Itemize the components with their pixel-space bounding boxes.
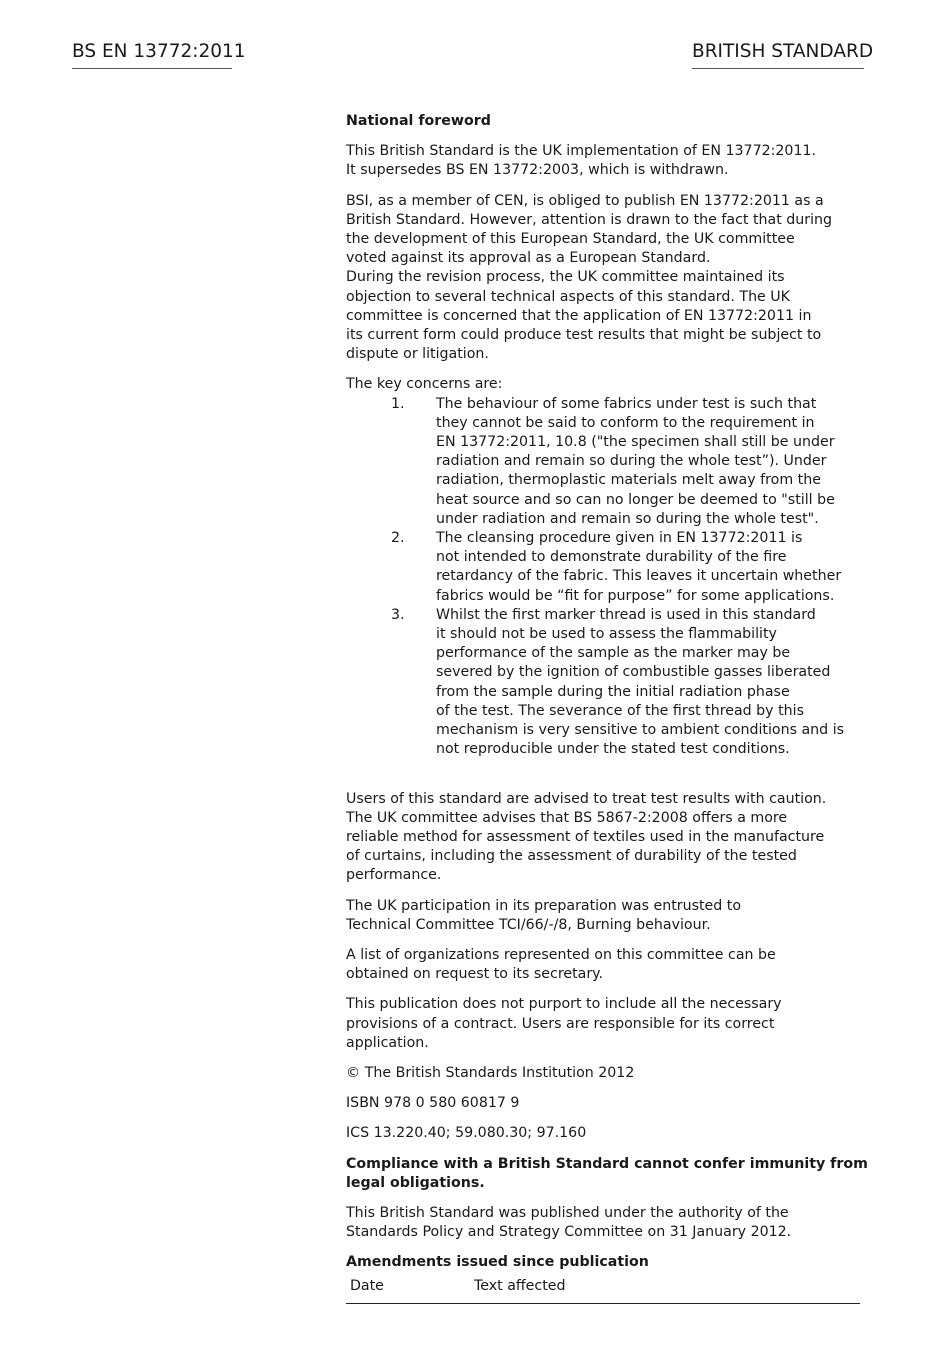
foreword-title: National foreword: [346, 113, 491, 129]
text-line: reliable method for assessment of textiles used in the manufacture: [346, 828, 825, 845]
amendments-table: [346, 1277, 860, 1304]
amendments-title: Amendments issued since publication: [346, 1254, 649, 1271]
text-line: radiation, thermoplastic materials melt away from the: [436, 472, 821, 489]
text-line: heat source and so can no longer be deemed to "still be: [436, 491, 835, 508]
concern-number: 1.: [391, 395, 405, 412]
text-line: This publication does not purport to include all the necessary: [346, 996, 782, 1013]
text-line: under radiation and remain so during the whole test".: [436, 510, 819, 527]
text-line: Compliance with a British Standard cannot confer immunity from: [346, 1155, 868, 1172]
key-concerns: [346, 375, 862, 778]
compliance-notice: [346, 1155, 868, 1193]
text-line: This British Standard was published under the authority of the: [346, 1204, 789, 1221]
text-line: The cleansing procedure given in EN 13772:2011 is: [436, 530, 803, 547]
text-line: fabrics would be “fit for purpose” for some applications.: [436, 587, 835, 604]
text-line: dispute or litigation.: [346, 346, 489, 363]
paragraph-organizations: [346, 946, 862, 984]
text-line: The UK participation in its preparation was entrusted to: [346, 897, 742, 914]
text-line: committee is concerned that the application of EN 13772:2011 in: [346, 307, 812, 324]
text-line: they cannot be said to conform to the requirement in: [436, 414, 815, 431]
column-header-date: Date: [350, 1277, 384, 1294]
header-document-type: BRITISH STANDARD: [692, 40, 864, 69]
text-line: BSI, as a member of CEN, is obliged to publish EN 13772:2011 as a: [346, 192, 824, 209]
text-line: radiation and remain so during the whole test”). Under: [436, 453, 827, 470]
text-line: its current form could produce test results that might be subject to: [346, 327, 822, 344]
isbn: ISBN 978 0 580 60817 9: [346, 1095, 520, 1112]
key-concerns-intro: The key concerns are:: [346, 376, 503, 393]
text-line: performance of the sample as the marker may be: [436, 645, 791, 662]
text-line: EN 13772:2011, 10.8 ("the specimen shall still be under: [436, 434, 835, 451]
text-line: not intended to demonstrate durability of the fire: [436, 549, 787, 566]
concern-item-2: [346, 529, 862, 606]
text-line: application.: [346, 1034, 429, 1051]
text-line: Technical Committee TCI/66/-/8, Burning behaviour.: [346, 916, 711, 933]
text-line: of curtains, including the assessment of durability of the tested: [346, 848, 797, 865]
text-line: legal obligations.: [346, 1174, 485, 1191]
text-line: retardancy of the fabric. This leaves it uncertain whether: [436, 568, 842, 585]
paragraph-participation: [346, 897, 862, 935]
paragraph-cen-obligation: [346, 192, 862, 365]
text-line: obtained on request to its secretary.: [346, 966, 604, 983]
concern-number: 2.: [391, 530, 405, 547]
text-line: Standards Policy and Strategy Committee on 31 January 2012.: [346, 1224, 792, 1241]
text-line: it should not be used to assess the flammability: [436, 626, 777, 643]
concern-item-1: [346, 395, 862, 529]
text-line: objection to several technical aspects of this standard. The UK: [346, 288, 790, 305]
text-line: mechanism is very sensitive to ambient conditions and is: [436, 722, 845, 739]
text-line: It supersedes BS EN 13772:2003, which is withdrawn.: [346, 162, 729, 179]
spacer: [346, 760, 862, 779]
text-line: the development of this European Standard, the UK committee: [346, 231, 795, 248]
copyright-notice: © The British Standards Institution 2012: [346, 1064, 635, 1081]
ics-codes: ICS 13.220.40; 59.080.30; 97.160: [346, 1125, 587, 1142]
text-line: severed by the ignition of combustible gasses liberated: [436, 664, 831, 681]
text-line: During the revision process, the UK committee maintained its: [346, 269, 785, 286]
text-line: of the test. The severance of the first thread by this: [436, 702, 804, 719]
text-line: performance.: [346, 867, 442, 884]
text-line: The behaviour of some fabrics under test is such that: [436, 395, 817, 412]
header-document-id: BS EN 13772:2011: [72, 40, 232, 69]
text-line: not reproducible under the stated test conditions.: [436, 741, 790, 758]
text-line: provisions of a contract. Users are responsible for its correct: [346, 1015, 775, 1032]
text-line: A list of organizations represented on this committee can be: [346, 946, 776, 963]
text-line: British Standard. However, attention is drawn to the fact that during: [346, 211, 833, 228]
concern-item-3: [346, 606, 862, 760]
publication-authority: [346, 1204, 862, 1242]
paragraph-implementation: [346, 142, 862, 180]
text-line: Whilst the first marker thread is used in this standard: [436, 606, 816, 623]
text-line: Users of this standard are advised to treat test results with caution.: [346, 790, 827, 807]
text-line: The UK committee advises that BS 5867-2:2008 offers a more: [346, 809, 788, 826]
text-line: This British Standard is the UK implementation of EN 13772:2011.: [346, 143, 817, 160]
column-header-text-affected: Text affected: [474, 1277, 566, 1294]
amendments-header-row: [346, 1277, 860, 1296]
amendments-section: [346, 1253, 862, 1303]
national-foreword: [346, 112, 868, 1304]
paragraph-caution: [346, 790, 862, 886]
text-line: from the sample during the initial radiation phase: [436, 683, 790, 700]
text-line: voted against its approval as a European Standard.: [346, 250, 711, 267]
concern-number: 3.: [391, 606, 405, 623]
paragraph-contract: [346, 995, 862, 1053]
